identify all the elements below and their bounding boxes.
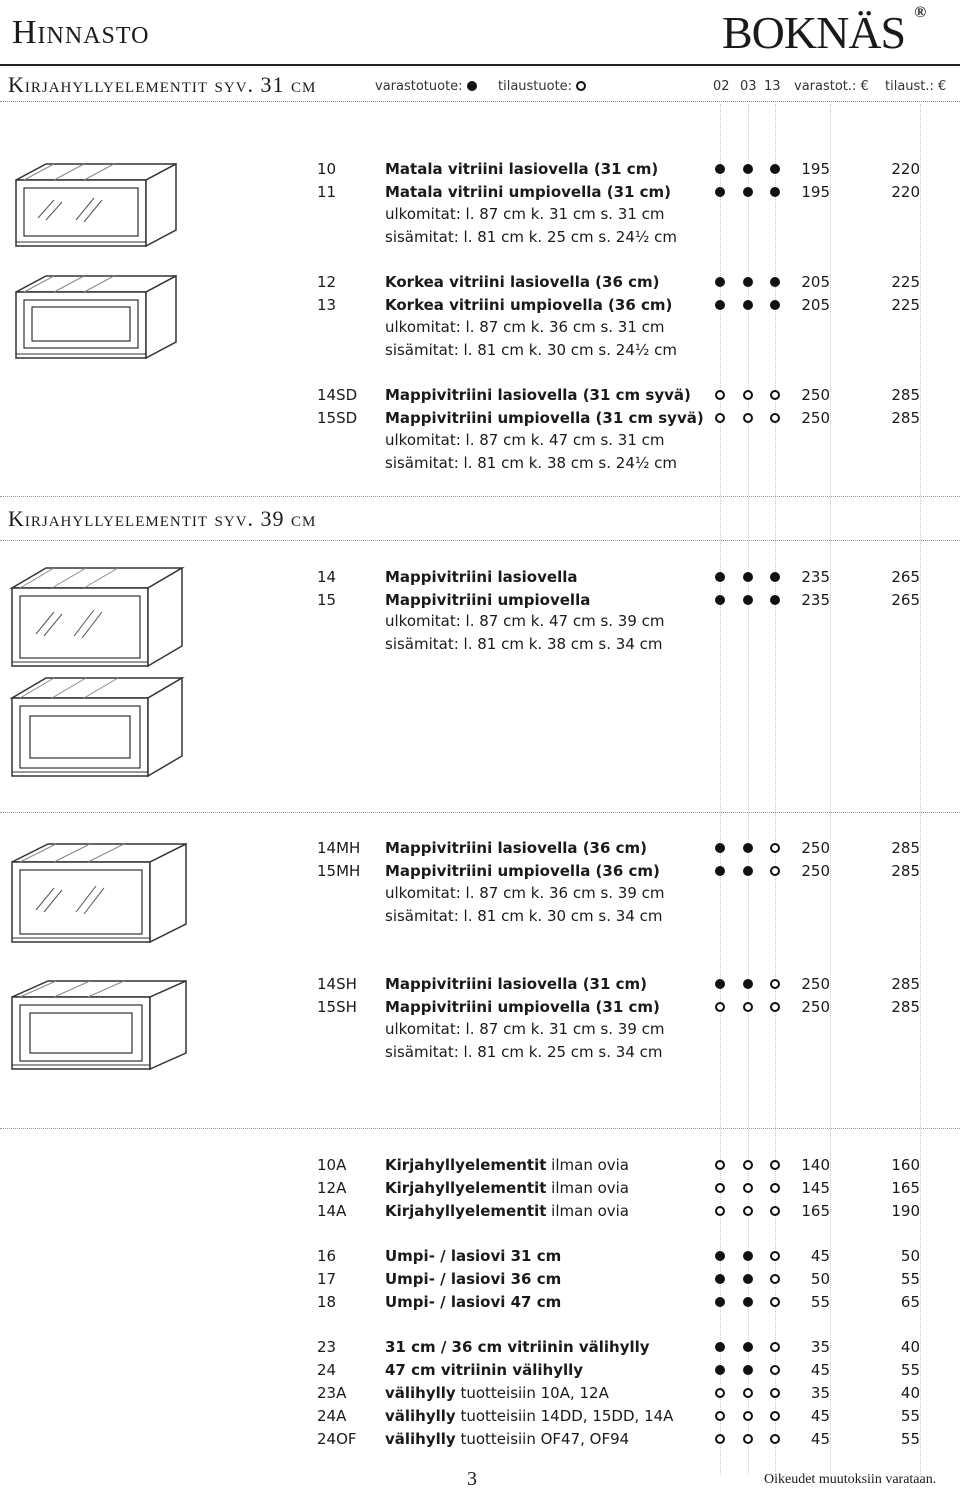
order-price: 285 (891, 839, 920, 857)
table-row (0, 837, 960, 859)
order-item-dot-icon (770, 979, 780, 989)
page-title: Hinnasto (12, 14, 150, 51)
product-name: Matala vitriini lasiovella (31 cm) (385, 160, 659, 178)
open-dot-icon (576, 81, 586, 91)
order-item-dot-icon (743, 1388, 753, 1398)
order-item-dot-icon (715, 1206, 725, 1216)
order-item-dot-icon (770, 1002, 780, 1012)
stock-item-dot-icon (770, 595, 780, 605)
legend-order-label: tilaustuote: (498, 79, 573, 94)
product-code: 15MH (317, 862, 361, 880)
product-description (385, 407, 704, 429)
stock-item-dot-icon (743, 595, 753, 605)
product-code: 17 (317, 1270, 337, 1288)
order-price: 265 (891, 568, 920, 586)
product-name: Mappivitriini lasiovella (36 cm) (385, 839, 648, 857)
stock-price: 205 (801, 296, 830, 314)
stock-price: 140 (801, 1156, 830, 1174)
col-03: 03 (740, 79, 757, 94)
order-item-dot-icon (770, 390, 780, 400)
outer-dimensions: ulkomitat: l. 87 cm k. 47 cm s. 31 cm (385, 431, 665, 449)
product-name: Matala vitriini umpiovella (31 cm) (385, 183, 672, 201)
order-price: 50 (900, 1247, 920, 1265)
stock-item-dot-icon (743, 866, 753, 876)
product-name: Kirjahyllyelementit (385, 1179, 547, 1197)
stock-item-dot-icon (743, 1365, 753, 1375)
product-name: Umpi- / lasiovi 47 cm (385, 1293, 562, 1311)
order-item-dot-icon (743, 1206, 753, 1216)
order-item-dot-icon (743, 1160, 753, 1170)
order-item-dot-icon (715, 1002, 725, 1012)
order-item-dot-icon (715, 390, 725, 400)
product-description (385, 837, 647, 859)
stock-item-dot-icon (743, 277, 753, 287)
product-name: välihylly (385, 1384, 456, 1402)
product-code: 12 (317, 273, 337, 291)
col-13: 13 (764, 79, 781, 94)
table-row (0, 1405, 960, 1427)
table-row (0, 407, 960, 429)
order-price: 225 (891, 273, 920, 291)
inner-dimensions: sisämitat: l. 81 cm k. 38 cm s. 34 cm (385, 635, 663, 653)
product-description (385, 1382, 609, 1404)
product-code: 18 (317, 1293, 337, 1311)
stock-price: 195 (801, 160, 830, 178)
stock-price: 165 (801, 1202, 830, 1220)
section-divider (0, 496, 960, 497)
order-price: 65 (900, 1293, 920, 1311)
product-code: 24OF (317, 1430, 357, 1448)
product-description (385, 1336, 650, 1358)
order-price: 285 (891, 386, 920, 404)
stock-item-dot-icon (715, 187, 725, 197)
product-description (385, 566, 577, 588)
order-item-dot-icon (770, 843, 780, 853)
legend-stock-label: varastotuote: (375, 79, 463, 94)
product-description (385, 271, 660, 293)
product-code: 15 (317, 591, 337, 609)
order-price: 55 (900, 1430, 920, 1448)
filled-dot-icon (467, 81, 477, 91)
stock-item-dot-icon (715, 979, 725, 989)
section-divider (0, 812, 960, 813)
product-name: Mappivitriini umpiovella (385, 591, 591, 609)
order-price: 220 (891, 160, 920, 178)
legend-stock (375, 79, 477, 94)
order-price: 55 (900, 1361, 920, 1379)
product-name: 31 cm / 36 cm vitriinin välihylly (385, 1338, 650, 1356)
product-code: 14MH (317, 839, 361, 857)
stock-item-dot-icon (715, 1297, 725, 1307)
stock-item-dot-icon (743, 1297, 753, 1307)
section-divider (0, 540, 960, 541)
outer-dimensions: ulkomitat: l. 87 cm k. 47 cm s. 39 cm (385, 612, 665, 630)
stock-item-dot-icon (715, 866, 725, 876)
product-name: Kirjahyllyelementit (385, 1202, 547, 1220)
product-description (385, 1154, 629, 1176)
col-order-price: tilaust.: € (885, 79, 947, 94)
outer-dimensions: ulkomitat: l. 87 cm k. 36 cm s. 31 cm (385, 318, 665, 336)
table-row (0, 1154, 960, 1176)
product-code: 15SH (317, 998, 357, 1016)
stock-price: 145 (801, 1179, 830, 1197)
product-detail: ilman ovia (546, 1156, 630, 1174)
table-row (0, 181, 960, 203)
table-row (0, 158, 960, 180)
product-description (385, 1245, 561, 1267)
order-item-dot-icon (770, 1183, 780, 1193)
order-price: 285 (891, 862, 920, 880)
stock-price: 250 (801, 975, 830, 993)
inner-dimensions: sisämitat: l. 81 cm k. 25 cm s. 34 cm (385, 1043, 663, 1061)
stock-item-dot-icon (715, 164, 725, 174)
product-description (385, 973, 647, 995)
stock-item-dot-icon (770, 300, 780, 310)
brand-logo (722, 4, 926, 59)
inner-dimensions: sisämitat: l. 81 cm k. 38 cm s. 24½ cm (385, 454, 678, 472)
order-item-dot-icon (715, 1160, 725, 1170)
product-code: 13 (317, 296, 337, 314)
stock-item-dot-icon (743, 300, 753, 310)
order-item-dot-icon (743, 1002, 753, 1012)
product-description (385, 1200, 629, 1222)
order-item-dot-icon (715, 1411, 725, 1421)
product-description (385, 1359, 583, 1381)
product-name: Mappivitriini lasiovella (31 cm) (385, 975, 648, 993)
stock-price: 35 (810, 1338, 830, 1356)
product-detail: tuotteisiin 14DD, 15DD, 14A (455, 1407, 674, 1425)
stock-item-dot-icon (770, 187, 780, 197)
stock-price: 45 (810, 1407, 830, 1425)
order-price: 225 (891, 296, 920, 314)
stock-price: 235 (801, 568, 830, 586)
order-item-dot-icon (743, 390, 753, 400)
product-description (385, 158, 658, 180)
table-row (0, 996, 960, 1018)
product-name: Korkea vitriini lasiovella (36 cm) (385, 273, 660, 291)
table-row (0, 1177, 960, 1199)
product-name: Mappivitriini umpiovella (36 cm) (385, 862, 660, 880)
inner-dimensions: sisämitat: l. 81 cm k. 30 cm s. 34 cm (385, 907, 663, 925)
stock-item-dot-icon (743, 1342, 753, 1352)
table-row (0, 1382, 960, 1404)
order-item-dot-icon (770, 1388, 780, 1398)
order-price: 55 (900, 1270, 920, 1288)
order-price: 165 (891, 1179, 920, 1197)
order-item-dot-icon (770, 413, 780, 423)
stock-item-dot-icon (743, 572, 753, 582)
page-number: 3 (467, 1468, 477, 1490)
table-row (0, 384, 960, 406)
product-description (385, 1405, 673, 1427)
product-code: 10A (317, 1156, 347, 1174)
stock-item-dot-icon (715, 1251, 725, 1261)
order-price: 190 (891, 1202, 920, 1220)
order-price: 285 (891, 998, 920, 1016)
band-divider (0, 101, 960, 102)
order-item-dot-icon (715, 413, 725, 423)
order-item-dot-icon (715, 1183, 725, 1193)
order-item-dot-icon (770, 1434, 780, 1444)
order-price: 40 (900, 1384, 920, 1402)
outer-dimensions: ulkomitat: l. 87 cm k. 31 cm s. 39 cm (385, 1020, 665, 1038)
stock-item-dot-icon (743, 1274, 753, 1284)
table-row (0, 973, 960, 995)
stock-price: 35 (810, 1384, 830, 1402)
table-row (0, 1336, 960, 1358)
section-title-39cm: Kirjahyllyelementit syv. 39 cm (8, 506, 317, 531)
product-description (385, 384, 691, 406)
product-code: 14SH (317, 975, 357, 993)
col-02: 02 (713, 79, 730, 94)
order-item-dot-icon (770, 866, 780, 876)
product-code: 14 (317, 568, 337, 586)
stock-item-dot-icon (715, 277, 725, 287)
product-code: 15SD (317, 409, 358, 427)
stock-item-dot-icon (743, 843, 753, 853)
stock-item-dot-icon (743, 164, 753, 174)
product-name: Umpi- / lasiovi 36 cm (385, 1270, 562, 1288)
stock-price: 235 (801, 591, 830, 609)
table-row (0, 1359, 960, 1381)
table-row (0, 1200, 960, 1222)
table-row (0, 860, 960, 882)
product-description (385, 1177, 629, 1199)
product-name: välihylly (385, 1407, 456, 1425)
table-row (0, 294, 960, 316)
product-name: Mappivitriini umpiovella (31 cm) (385, 998, 660, 1016)
order-item-dot-icon (715, 1434, 725, 1444)
table-row (0, 1245, 960, 1267)
order-item-dot-icon (770, 1342, 780, 1352)
order-price: 220 (891, 183, 920, 201)
order-item-dot-icon (770, 1297, 780, 1307)
stock-price: 250 (801, 839, 830, 857)
order-item-dot-icon (715, 1388, 725, 1398)
order-item-dot-icon (743, 1411, 753, 1421)
product-description (385, 996, 660, 1018)
product-detail: ilman ovia (546, 1202, 630, 1220)
product-code: 23 (317, 1338, 337, 1356)
table-row (0, 271, 960, 293)
order-price: 265 (891, 591, 920, 609)
product-detail: ilman ovia (546, 1179, 630, 1197)
stock-item-dot-icon (770, 164, 780, 174)
product-description (385, 589, 590, 611)
order-item-dot-icon (743, 413, 753, 423)
order-price: 285 (891, 975, 920, 993)
order-price: 40 (900, 1338, 920, 1356)
disclaimer: Oikeudet muutoksiin varataan. (764, 1472, 937, 1487)
stock-price: 45 (810, 1247, 830, 1265)
product-description (385, 294, 672, 316)
product-name: välihylly (385, 1430, 456, 1448)
product-code: 10 (317, 160, 337, 178)
order-price: 55 (900, 1407, 920, 1425)
stock-item-dot-icon (715, 572, 725, 582)
product-detail: tuotteisiin OF47, OF94 (455, 1430, 630, 1448)
stock-item-dot-icon (743, 979, 753, 989)
table-row (0, 1428, 960, 1450)
order-price: 160 (891, 1156, 920, 1174)
product-code: 16 (317, 1247, 337, 1265)
stock-item-dot-icon (743, 187, 753, 197)
stock-item-dot-icon (715, 595, 725, 605)
stock-price: 55 (810, 1293, 830, 1311)
stock-item-dot-icon (715, 1365, 725, 1375)
product-name: Umpi- / lasiovi 31 cm (385, 1247, 562, 1265)
product-code: 14A (317, 1202, 347, 1220)
product-name: Korkea vitriini umpiovella (36 cm) (385, 296, 673, 314)
outer-dimensions: ulkomitat: l. 87 cm k. 36 cm s. 39 cm (385, 884, 665, 902)
stock-price: 205 (801, 273, 830, 291)
registered-mark: ® (914, 4, 926, 21)
stock-price: 250 (801, 998, 830, 1016)
stock-price: 50 (810, 1270, 830, 1288)
product-description (385, 860, 660, 882)
col-stock-price: varastot.: € (794, 79, 869, 94)
product-code: 24A (317, 1407, 347, 1425)
product-name: 47 cm vitriinin välihylly (385, 1361, 584, 1379)
table-row (0, 589, 960, 611)
product-description (385, 1268, 561, 1290)
product-code: 12A (317, 1179, 347, 1197)
order-item-dot-icon (770, 1274, 780, 1284)
order-item-dot-icon (770, 1365, 780, 1375)
stock-price: 45 (810, 1430, 830, 1448)
stock-price: 250 (801, 386, 830, 404)
column-header-band (0, 64, 960, 102)
order-item-dot-icon (770, 1251, 780, 1261)
outer-dimensions: ulkomitat: l. 87 cm k. 31 cm s. 31 cm (385, 205, 665, 223)
stock-price: 250 (801, 862, 830, 880)
order-item-dot-icon (743, 1183, 753, 1193)
product-description (385, 1291, 561, 1313)
product-detail: tuotteisiin 10A, 12A (455, 1384, 609, 1402)
stock-item-dot-icon (715, 300, 725, 310)
product-name: Mappivitriini umpiovella (31 cm syvä) (385, 409, 704, 427)
section-divider (0, 1128, 960, 1129)
logo-text: BOKNÄS (722, 7, 906, 58)
file-cabinet-solid-door-illustration (10, 672, 185, 782)
product-name: Kirjahyllyelementit (385, 1156, 547, 1174)
stock-item-dot-icon (715, 1342, 725, 1352)
stock-item-dot-icon (715, 843, 725, 853)
product-code: 14SD (317, 386, 358, 404)
product-description (385, 181, 671, 203)
product-description (385, 1428, 629, 1450)
inner-dimensions: sisämitat: l. 81 cm k. 25 cm s. 24½ cm (385, 228, 678, 246)
stock-item-dot-icon (743, 1251, 753, 1261)
table-row (0, 566, 960, 588)
table-row (0, 1291, 960, 1313)
product-name: Mappivitriini lasiovella (385, 568, 578, 586)
order-price: 285 (891, 409, 920, 427)
order-item-dot-icon (770, 1206, 780, 1216)
legend-order (498, 79, 586, 94)
product-code: 23A (317, 1384, 347, 1402)
stock-price: 45 (810, 1361, 830, 1379)
inner-dimensions: sisämitat: l. 81 cm k. 30 cm s. 24½ cm (385, 341, 678, 359)
section-title-31cm: Kirjahyllyelementit syv. 31 cm (8, 72, 317, 97)
table-row (0, 1268, 960, 1290)
order-item-dot-icon (743, 1434, 753, 1444)
product-name: Mappivitriini lasiovella (31 cm syvä) (385, 386, 691, 404)
product-code: 24 (317, 1361, 337, 1379)
stock-item-dot-icon (770, 277, 780, 287)
stock-price: 195 (801, 183, 830, 201)
order-item-dot-icon (770, 1411, 780, 1421)
stock-item-dot-icon (715, 1274, 725, 1284)
stock-price: 250 (801, 409, 830, 427)
product-code: 11 (317, 183, 337, 201)
order-item-dot-icon (770, 1160, 780, 1170)
stock-item-dot-icon (770, 572, 780, 582)
